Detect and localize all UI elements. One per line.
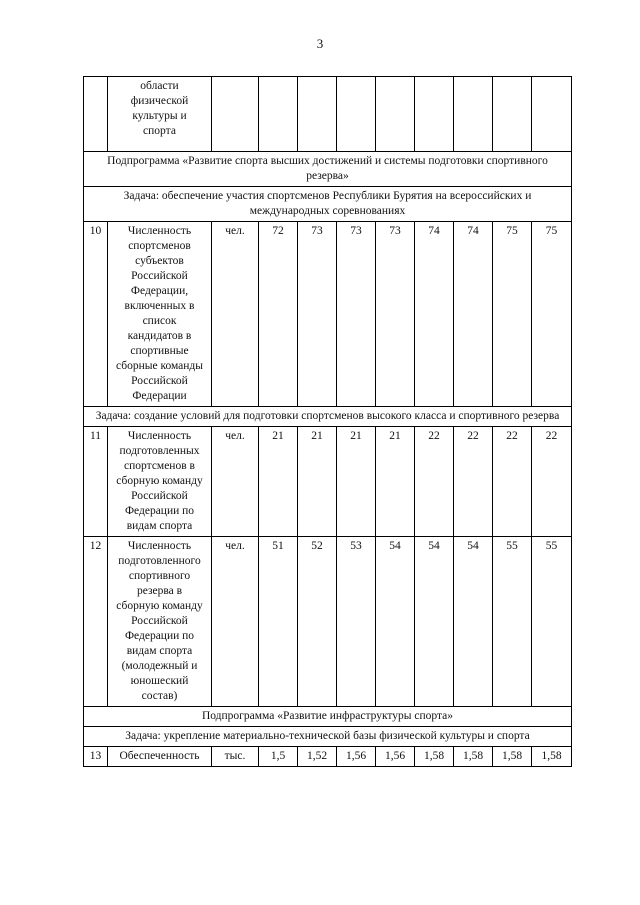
value-cell: 21 (376, 427, 415, 537)
subprogram-title: Подпрограмма «Развитие спорта высших достижений и системы подготовки спортивного резерва» (84, 152, 572, 187)
value-cell: 1,58 (493, 747, 532, 767)
subprogram-row (84, 152, 572, 187)
task-title: Задача: создание условий для подготовки спортсменов высокого класса и спортивного резерва (84, 407, 572, 427)
value-cell: 1,58 (532, 747, 572, 767)
value-cell: 73 (376, 222, 415, 407)
value-cell: 22 (532, 427, 572, 537)
unit: чел. (212, 427, 259, 537)
value-cell: 75 (532, 222, 572, 407)
task-title: Задача: укрепление материально-технической базы физической культуры и спорта (84, 727, 572, 747)
value-cell: 21 (259, 427, 298, 537)
task-row (84, 407, 572, 427)
value-cell: 55 (493, 537, 532, 707)
value-cell: 1,56 (376, 747, 415, 767)
value-cell: 21 (298, 427, 337, 537)
table-row (84, 222, 572, 407)
indicators-table (83, 76, 572, 767)
value-cell: 1,58 (454, 747, 493, 767)
indicator-name: области физической культуры и спорта (108, 77, 212, 152)
table-row (84, 537, 572, 707)
value-cell: 1,52 (298, 747, 337, 767)
value-cell: 1,56 (337, 747, 376, 767)
value-cell: 1,58 (415, 747, 454, 767)
value-cell: 54 (415, 537, 454, 707)
page-number: 3 (316, 36, 324, 51)
row-num: 13 (84, 747, 108, 767)
value-cell: 51 (259, 537, 298, 707)
value-cell: 22 (493, 427, 532, 537)
table-row (84, 747, 572, 767)
indicator-name: Численность спортсменов субъектов Российской Федерации, включенных в список кандидатов в спортивные сборные команды Российской Федерации (108, 222, 212, 407)
value-cell: 74 (454, 222, 493, 407)
table-row-continuation (84, 77, 572, 152)
row-num: 11 (84, 427, 108, 537)
subprogram-row (84, 707, 572, 727)
value-cell: 52 (298, 537, 337, 707)
task-row (84, 727, 572, 747)
indicator-name: Обеспеченность (108, 747, 212, 767)
value-cell: 22 (415, 427, 454, 537)
table-row (84, 427, 572, 537)
value-cell: 73 (337, 222, 376, 407)
value-cell: 55 (532, 537, 572, 707)
value-cell: 54 (376, 537, 415, 707)
value-cell: 74 (415, 222, 454, 407)
task-row (84, 187, 572, 222)
unit: тыс. (212, 747, 259, 767)
indicator-name: Численность подготовленных спортсменов в сборную команду Российской Федерации по видам спорта (108, 427, 212, 537)
value-cell: 54 (454, 537, 493, 707)
row-num: 12 (84, 537, 108, 707)
value-cell: 21 (337, 427, 376, 537)
value-cell: 1,5 (259, 747, 298, 767)
unit: чел. (212, 537, 259, 707)
value-cell: 22 (454, 427, 493, 537)
value-cell: 53 (337, 537, 376, 707)
unit: чел. (212, 222, 259, 407)
subprogram-title: Подпрограмма «Развитие инфраструктуры спорта» (84, 707, 572, 727)
indicator-name: Численность подготовленного спортивного резерва в сборную команду Российской Федерации по видам спорта (молодежный и юношеский состав) (108, 537, 212, 707)
task-title: Задача: обеспечение участия спортсменов Республики Бурятия на всероссийских и международных соревнованиях (84, 187, 572, 222)
row-num (84, 77, 108, 152)
value-cell: 72 (259, 222, 298, 407)
row-num: 10 (84, 222, 108, 407)
value-cell: 73 (298, 222, 337, 407)
value-cell: 75 (493, 222, 532, 407)
